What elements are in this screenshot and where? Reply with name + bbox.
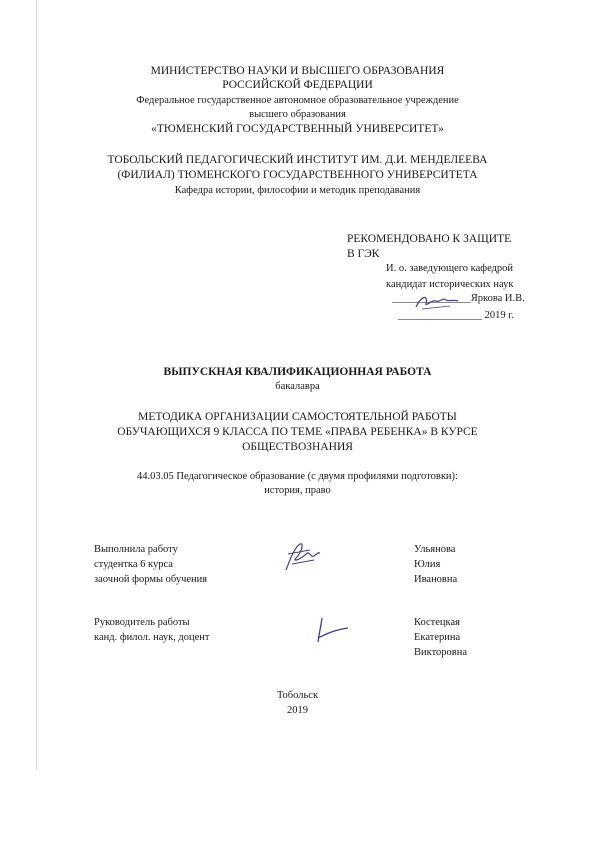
approval-head-title: И. о. заведующего кафедрой [386,263,514,274]
branch-line-1: ТОБОЛЬСКИЙ ПЕДАГОГИЧЕСКИЙ ИНСТИТУТ ИМ. Д.И. МЕНДЕЛЕЕВА [107,154,488,166]
work-title-line-1: МЕТОДИКА ОРГАНИЗАЦИИ САМОСТОЯТЕЛЬНОЙ РАБОТЫ [138,411,457,423]
work-title-line-2: ОБУЧАЮЩИХСЯ 9 КЛАССА ПО ТЕМЕ «ПРАВА РЕБЕНКА» В КУРСЕ [117,426,478,438]
author-first-name: Юлия [414,559,441,570]
ministry-line-1: МИНИСТЕРСТВО НАУКИ И ВЫСШЕГО ОБРАЗОВАНИЯ [150,65,445,77]
institution-line-2: высшего образования [249,109,346,120]
approval-line-2: В ГЭК [347,248,380,260]
date-underline: ________________ [398,310,482,321]
footer-city: Тобольск [276,690,319,701]
university-name: «ТЮМЕНСКИЙ ГОСУДАРСТВЕННЫЙ УНИВЕРСИТЕТ» [151,123,444,135]
author-role-line-1: Выполнила работу [94,544,178,555]
approval-name: Яркова И.В. [470,293,525,304]
ministry-line-2: РОССИЙСКОЙ ФЕДЕРАЦИИ [222,79,373,91]
institution-line-1: Федеральное государственное автономное образовательное учреждение [136,95,459,106]
supervisor-role-line-1: Руководитель работы [94,617,190,628]
branch-line-2: (ФИЛИАЛ) ТЮМЕНСКОГО ГОСУДАРСТВЕННОГО УНИВЕРСИТЕТА [117,169,478,181]
signature-underline: _______________ [392,293,471,304]
work-type: ВЫПУСКНАЯ КВАЛИФИКАЦИОННАЯ РАБОТА [163,366,432,378]
supervisor-first-name: Екатерина [414,632,461,643]
specialty-line-2: история, право [264,485,331,496]
approval-line-1: РЕКОМЕНДОВАНО К ЗАЩИТЕ [347,233,512,245]
work-degree: бакалавра [275,381,320,392]
specialty-line-1: 44.03.05 Педагогическое образование (с двумя профилями подготовки): [137,471,458,482]
approval-date-line [398,311,514,322]
department-name: Кафедра истории, философии и методик преподавания [174,185,421,196]
work-title-line-3: ОБЩЕСТВОЗНАНИЯ [242,441,353,453]
author-role-line-3: заочной формы обучения [94,574,208,585]
supervisor-role-line-2: канд. филол. наук, доцент [94,632,210,643]
supervisor-patronymic: Викторовна [414,647,468,658]
author-patronymic: Ивановна [414,574,458,585]
author-surname: Ульянова [414,544,456,555]
approval-year: 2019 г. [484,310,514,321]
footer-year: 2019 [287,705,308,716]
approval-head-degree: кандидат исторических наук [386,279,514,290]
author-role-line-2: студентка 6 курса [94,559,173,570]
author-signature-icon [280,540,324,576]
supervisor-signature-icon [312,616,352,646]
supervisor-surname: Костецкая [414,617,460,628]
